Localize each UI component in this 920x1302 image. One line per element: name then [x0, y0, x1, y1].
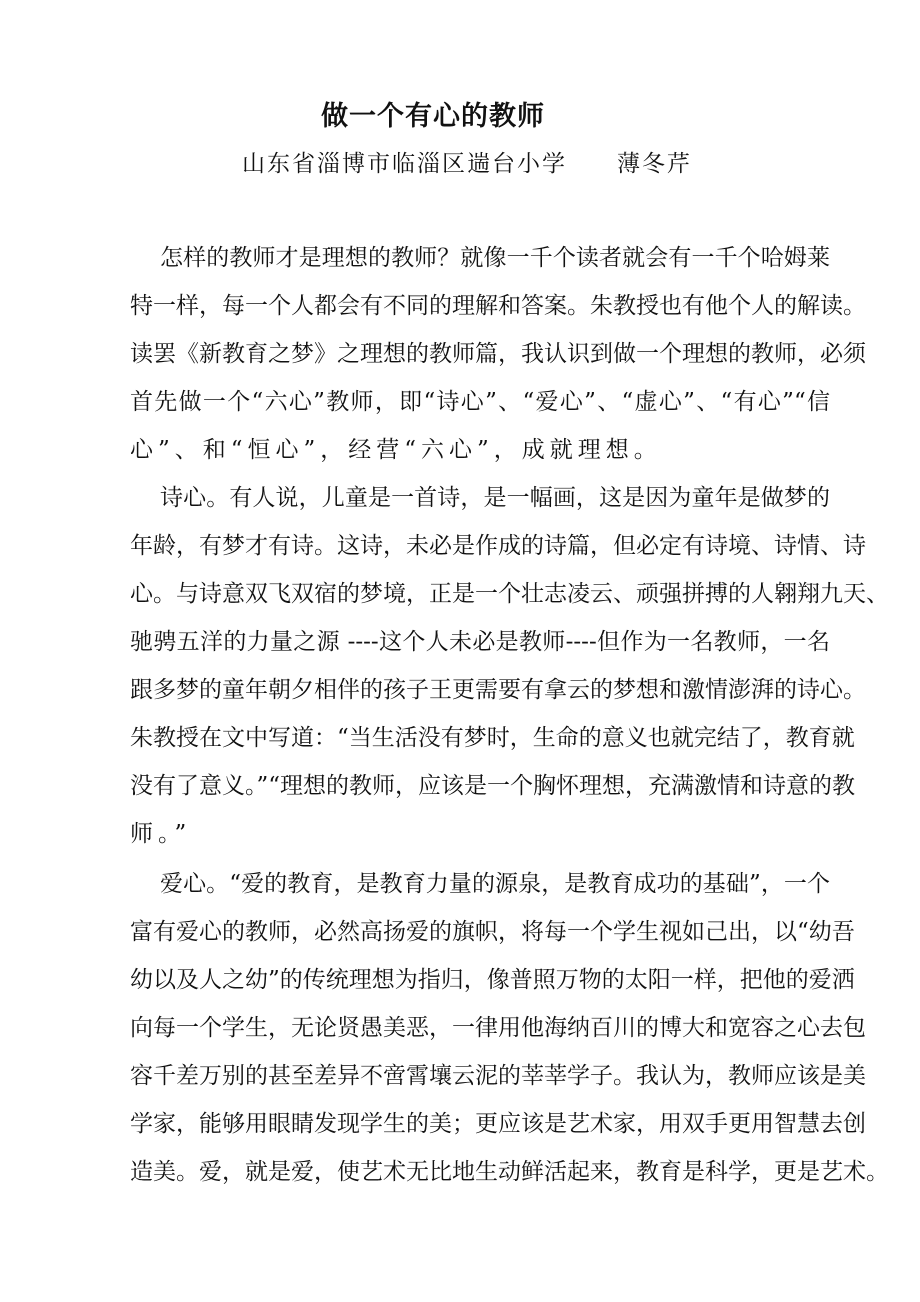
- text-line: 师。”: [130, 821, 192, 847]
- text-line: 怎样的教师才是理想的教师？就像一千个读者就会有一千个哈姆莱: [160, 245, 830, 271]
- text-line: 幼以及人之幼”的传统理想为指归，像普照万物的太阳一样，把他的爱洒: [130, 967, 855, 993]
- text-line: 读罢《新教育之梦》之理想的教师篇，我认识到做一个理想的教师，必须: [130, 341, 866, 367]
- text-line: 跟多梦的童年朝夕相伴的孩子王更需要有拿云的梦想和激情澎湃的诗心。: [130, 677, 866, 703]
- text-line: 心”、和“恒心”，经营“六心”，成就理想。: [130, 437, 662, 463]
- text-line: 年龄，有梦才有诗。这诗，未必是作成的诗篇，但必定有诗境、诗情、诗: [130, 533, 866, 559]
- text-line: 没有了意义。”“理想的教师，应该是一个胸怀理想，充满激情和诗意的教: [130, 773, 856, 799]
- text-line: 容千差万别的甚至差异不啻霄壤云泥的莘莘学子。我认为，教师应该是美: [130, 1063, 866, 1089]
- text-line: 首先做一个“六心”教师，即“诗心”、“爱心”、“虚心”、“有心”“信: [130, 389, 830, 415]
- document-title: 做一个有心的教师: [321, 101, 545, 132]
- text-line: 富有爱心的教师，必然高扬爱的旗帜，将每一个学生视如己出，以“幼吾: [130, 919, 855, 945]
- text-line: 学家，能够用眼睛发现学生的美；更应该是艺术家，用双手更用智慧去创: [130, 1111, 866, 1137]
- text-line: 向每一个学生，无论贤愚美恶，一律用他海纳百川的博大和宽容之心去包: [130, 1015, 866, 1041]
- text-line: 爱心。“爱的教育，是教育力量的源泉，是教育成功的基础”，一个: [160, 871, 830, 897]
- author-line: 山东省淄博市临淄区遄台小学 薄冬芹: [242, 151, 692, 177]
- text-line: 朱教授在文中写道：“当生活没有梦时，生命的意义也就完结了，教育就: [130, 725, 855, 751]
- text-line: 心。与诗意双飞双宿的梦境，正是一个壮志凌云、顽强拼搏的人翱翔九天、: [130, 581, 889, 607]
- text-line: 诗心。有人说，儿童是一首诗，是一幅画，这是因为童年是做梦的: [160, 485, 830, 511]
- text-line: 驰骋五洋的力量之源 ----这个人未必是教师----但作为一名教师，一名: [130, 629, 830, 655]
- text-line: 造美。爱，就是爱，使艺术无比地生动鲜活起来，教育是科学，更是艺术。: [130, 1159, 889, 1185]
- text-line: 特一样，每一个人都会有不同的理解和答案。朱教授也有他个人的解读。: [130, 293, 866, 319]
